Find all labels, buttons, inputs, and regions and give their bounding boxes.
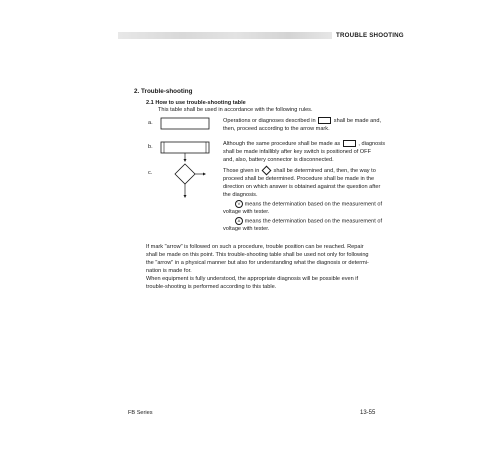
rule-b-line2: shall be made infallibly after key switch is positioned of OFF bbox=[223, 148, 371, 155]
closing-line: nation is made for. bbox=[146, 267, 192, 274]
subsection-title: 2.1 How to use trouble-shooting table bbox=[146, 100, 246, 106]
rule-c-v-line2: voltage with tester. bbox=[223, 209, 270, 215]
decision-diamond-icon bbox=[262, 166, 272, 176]
process-box-icon bbox=[318, 117, 331, 124]
rule-c-text bbox=[223, 167, 403, 234]
closing-line: When equipment is fully understood, the appropriate diagnosis will be possible even if bbox=[146, 275, 359, 282]
rule-b-line1-post: , diagnosis bbox=[358, 140, 386, 147]
rule-c-line1-pre: Those given in bbox=[223, 167, 260, 174]
rule-symbols-diagram bbox=[160, 112, 220, 210]
rule-c-line4: the diagnosis. bbox=[223, 191, 258, 198]
section-title: 2. Trouble-shooting bbox=[134, 88, 193, 95]
process-box-a bbox=[161, 118, 209, 129]
rule-a-line1-post: shall be made and, bbox=[333, 117, 382, 124]
rule-c-line2: proceed shall be determined. Procedure shall be made in the bbox=[223, 175, 375, 182]
rule-c-line3: direction on which answer is obtained against the question after bbox=[223, 183, 381, 190]
closing-line: the "arrow" in a physical manner but also for understanding what the diagnosis or determi- bbox=[146, 259, 369, 266]
rule-a-line2: then, proceed according to the arrow mark. bbox=[223, 125, 330, 132]
rule-c-line1-post: shall be determined and, then, the way to bbox=[273, 167, 376, 174]
arrow-head-b bbox=[184, 159, 187, 162]
header-title: TROUBLE SHOOTING bbox=[336, 32, 404, 39]
process-box-b bbox=[161, 142, 209, 153]
rule-b-label: b. bbox=[148, 144, 153, 150]
footer-series: FB Series bbox=[128, 410, 153, 416]
process-box-double-icon bbox=[343, 140, 356, 147]
closing-line: If mark "arrow" is followed on such a procedure, trouble position can be reached. Repair bbox=[146, 244, 364, 250]
rule-a-text bbox=[223, 117, 403, 134]
rule-b-text bbox=[223, 140, 403, 165]
closing-line: shall be made on this point. This trouble-shooting table shall be used not only for following bbox=[146, 251, 369, 258]
ammeter-symbol-icon: A bbox=[235, 217, 243, 225]
footer-page-number: 13-55 bbox=[360, 410, 376, 416]
rule-a-line1-pre: Operations or diagnoses described in bbox=[223, 117, 316, 124]
closing-line: trouble-shooting is performed according to this table. bbox=[146, 283, 277, 290]
rule-a-label: a. bbox=[148, 120, 153, 126]
rule-c-label: c. bbox=[148, 170, 153, 176]
rule-c-a-line1: means the determination based on the measurement of bbox=[244, 218, 383, 225]
header-scan-artifact bbox=[118, 32, 332, 39]
closing-paragraph bbox=[146, 244, 408, 291]
rule-c-v-line1: means the determination based on the measurement of bbox=[244, 201, 383, 208]
rule-b-line3: and, also, battery connector is disconnected. bbox=[223, 156, 334, 163]
subsection-intro: This table shall be used in accordance with the following rules. bbox=[158, 107, 313, 113]
rule-b-line1-pre: Although the same procedure shall be made as bbox=[223, 140, 341, 147]
rule-c-a-line2: voltage with tester. bbox=[223, 226, 270, 233]
voltage-symbol-icon: V bbox=[235, 200, 243, 208]
decision-diamond-c bbox=[175, 164, 195, 184]
arrow-head-c-down bbox=[184, 195, 187, 198]
arrow-head-c-right bbox=[203, 173, 206, 176]
